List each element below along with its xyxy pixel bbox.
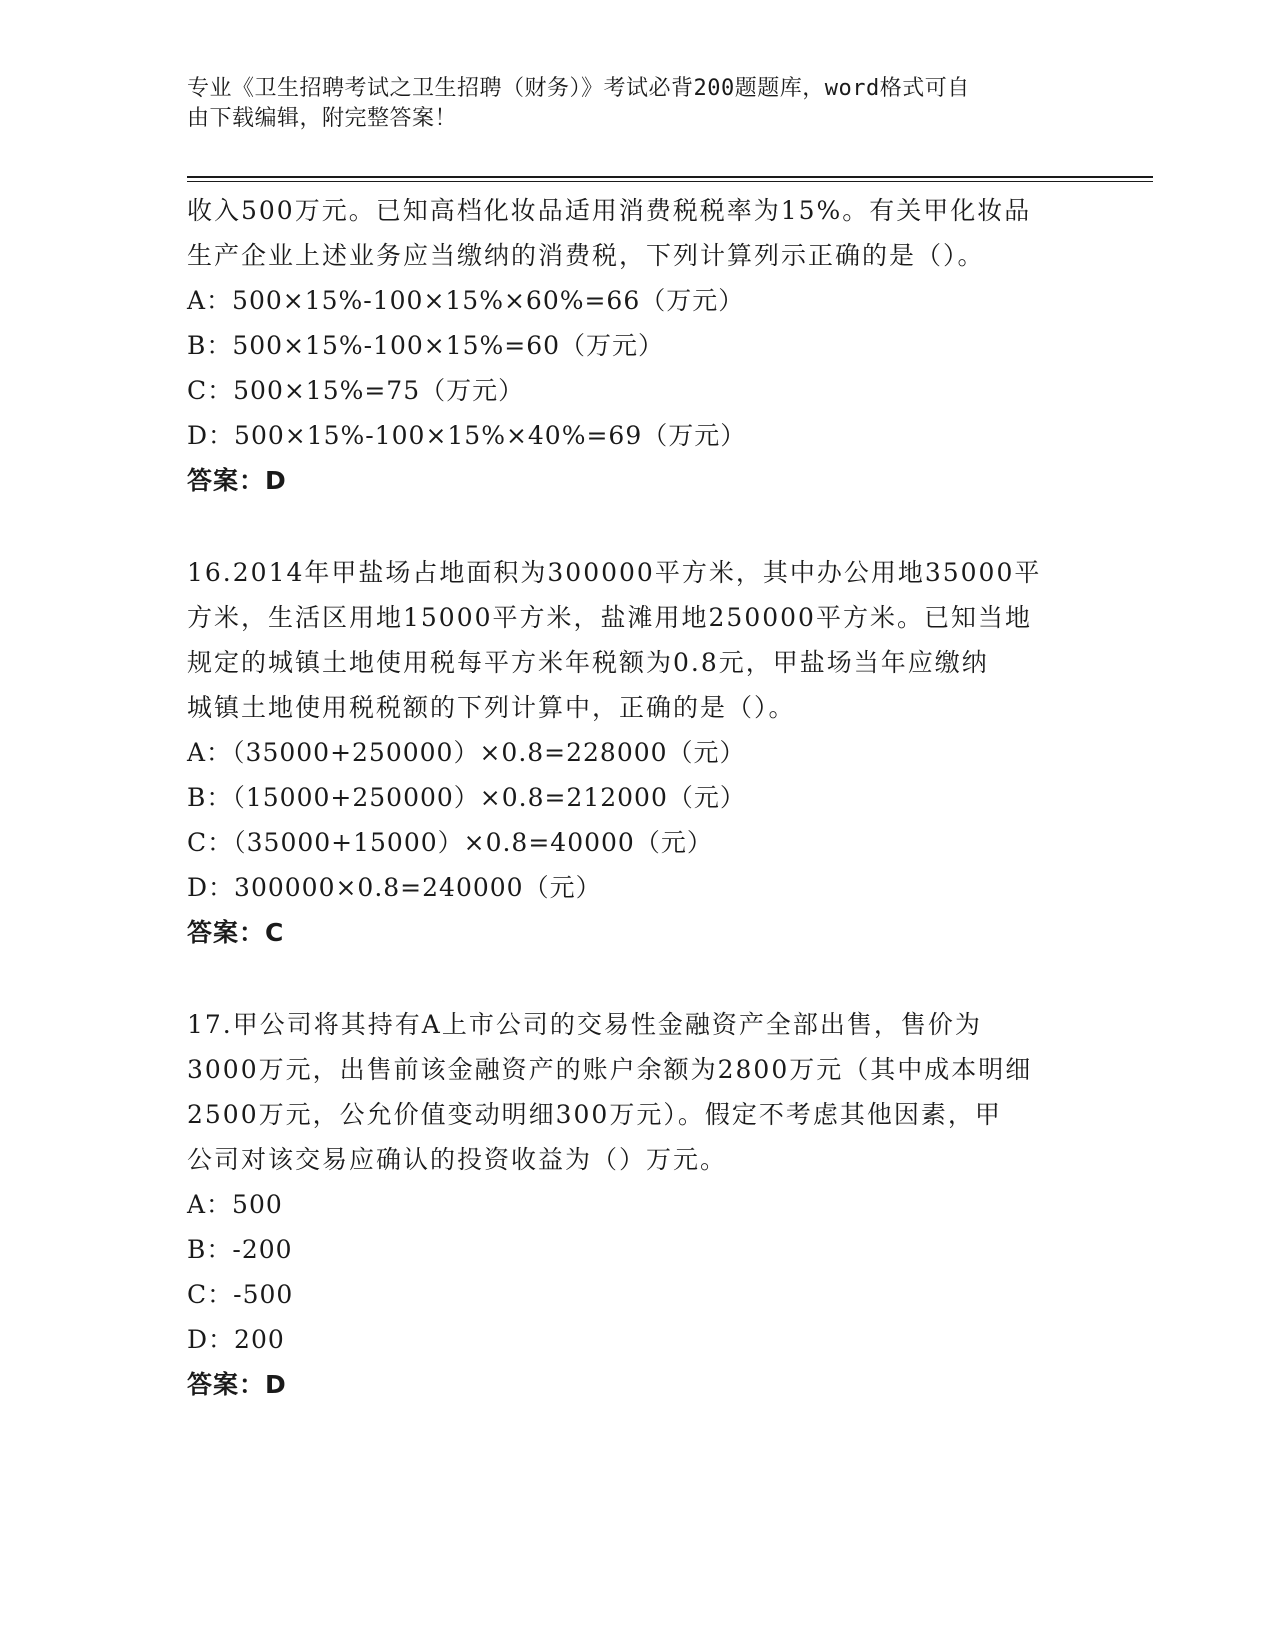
question-stem-line: 城镇土地使用税税额的下列计算中，正确的是（）。 xyxy=(187,693,796,722)
question-spacer xyxy=(187,955,1087,1002)
header-line-1: 专业《卫生招聘考试之卫生招聘（财务）》考试必背200题题库，word格式可自 xyxy=(187,76,970,101)
document-header xyxy=(187,74,1067,134)
answer-line: 答案：D xyxy=(187,466,287,495)
option-a: A：（35000+250000）×0.8=228000（元） xyxy=(187,738,746,767)
option-b: B：500×15%-100×15%=60（万元） xyxy=(187,331,665,360)
question-stem-line: 规定的城镇土地使用税每平方米年税额为0.8元，甲盐场当年应缴纳 xyxy=(187,648,989,677)
option-a: A：500×15%-100×15%×60%=66（万元） xyxy=(187,286,745,315)
question-stem-line: 生产企业上述业务应当缴纳的消费税，下列计算列示正确的是（）。 xyxy=(187,241,985,270)
option-d: D：200 xyxy=(187,1325,285,1354)
option-b: B：（15000+250000）×0.8=212000（元） xyxy=(187,783,746,812)
question-15 xyxy=(187,188,1087,503)
question-stem-line: 17.甲公司将其持有A上市公司的交易性金融资产全部出售，售价为 xyxy=(187,1010,982,1039)
question-stem-line: 方米，生活区用地15000平方米，盐滩用地250000平方米。已知当地 xyxy=(187,603,1032,632)
option-d: D：500×15%-100×15%×40%=69（万元） xyxy=(187,421,747,450)
option-c: C：-500 xyxy=(187,1280,294,1309)
question-spacer xyxy=(187,503,1087,550)
question-stem-line: 公司对该交易应确认的投资收益为（）万元。 xyxy=(187,1145,728,1174)
option-b: B：-200 xyxy=(187,1235,293,1264)
questions-body xyxy=(187,188,1087,1407)
header-line-2: 由下载编辑，附完整答案！ xyxy=(187,106,458,131)
question-16 xyxy=(187,550,1087,955)
question-stem-line: 16.2014年甲盐场占地面积为300000平方米，其中办公用地35000平 xyxy=(187,558,1042,587)
question-stem-line: 收入500万元。已知高档化妆品适用消费税税率为15%。有关甲化妆品 xyxy=(187,196,1032,225)
option-a: A：500 xyxy=(187,1190,283,1219)
answer-line: 答案：D xyxy=(187,1370,287,1399)
header-divider-thick xyxy=(187,176,1153,178)
header-divider-thin xyxy=(187,181,1153,182)
question-stem-line: 3000万元，出售前该金融资产的账户余额为2800万元（其中成本明细 xyxy=(187,1055,1033,1084)
option-d: D：300000×0.8=240000（元） xyxy=(187,873,602,902)
option-c: C：（35000+15000）×0.8=40000（元） xyxy=(187,828,713,857)
question-stem-line: 2500万元，公允价值变动明细300万元）。假定不考虑其他因素，甲 xyxy=(187,1100,1002,1129)
question-17 xyxy=(187,1002,1087,1407)
answer-line: 答案：C xyxy=(187,918,285,947)
option-c: C：500×15%=75（万元） xyxy=(187,376,525,405)
